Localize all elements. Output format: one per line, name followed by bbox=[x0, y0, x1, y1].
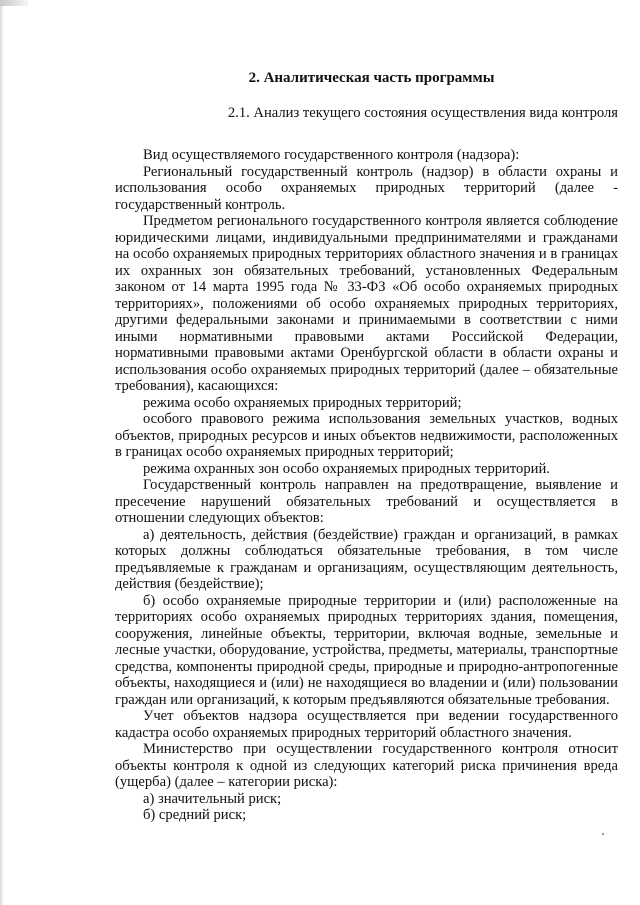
scan-corner-mark bbox=[0, 0, 28, 6]
list-item-risk-medium: б) средний риск; bbox=[143, 807, 247, 823]
body-text bbox=[115, 147, 618, 824]
scan-edge-shadow bbox=[0, 0, 4, 905]
paragraph-accounting: Учет объектов надзора осуществляется при ведении государственного кадастра особо охраняемых природных территорий областного значения. bbox=[115, 708, 618, 741]
subsection-title: 2.1. Анализ текущего состояния осуществления вида контроля bbox=[227, 104, 618, 121]
scan-speck bbox=[602, 833, 604, 835]
section-title: 2. Аналитическая часть программы bbox=[248, 70, 495, 86]
list-item-risk-significant: а) значительный риск; bbox=[143, 790, 282, 807]
paragraph-control-name: Региональный государственный контроль (надзор) в области охраны и использования особо охраняемых природных территорий (далее - государственный контроль. bbox=[115, 163, 618, 213]
paragraph-risk-categories: Министерство при осуществлении государственного контроля относит объекты контроля к одной из следующих категорий риска причинения вреда (ущерба) (далее – категории риска): bbox=[115, 741, 618, 790]
paragraph-control-subject: Предметом регионального государственного контроля является соблюдение юридическими лицами, индивидуальными предпринимателями и гражданами на особо охраняемых природных территориях областного значения и в границах их охранных зон обязательных требований, установленных Федеральным законом от 14 марта 1995 года № 33-ФЗ «Об особо охраняемых природных территориях», положениями об особо охраняемых природных территориях, другими федеральными законами и принимаемыми в соответствии с ними иными нормативными правовыми актами Российской Федерации, нормативными правовыми актами Оренбургской области в области охраны и использования особо охраняемых природных территорий (далее – обязательные требования), касающихся: bbox=[115, 213, 618, 394]
paragraph-control-type: Вид осуществляемого государственного контроля (надзора): bbox=[143, 147, 520, 163]
list-item-legal-regime: особого правового режима использования земельных участков, водных объектов, природных ресурсов и иных объектов недвижимости, расположенных в границах особо охраняемых природных территорий; bbox=[115, 411, 618, 460]
document-content bbox=[115, 70, 618, 824]
paragraph-control-purpose: Государственный контроль направлен на предотвращение, выявление и пресечение нарушений обязательных требований и осуществляется в отношении следующих объектов: bbox=[115, 477, 618, 526]
list-item-regime: режима особо охраняемых природных территорий; bbox=[143, 394, 462, 411]
list-item-objects-a: а) деятельность, действия (бездействие) граждан и организаций, в рамках которых должны соблюдаться обязательные требования, в том числе предъявляемые к гражданам и организациям, осуществляющим деятельность, действия (бездействие); bbox=[115, 526, 618, 592]
list-item-protection-zones: режима охранных зон особо охраняемых природных территорий. bbox=[143, 460, 550, 477]
list-item-objects-b: б) особо охраняемые природные территории и (или) расположенные на территориях особо охраняемых природных территориях здания, помещения, сооружения, линейные объекты, территории, включая водные, земельные и лесные участки, оборудование, устройства, предметы, материалы, транспортные средства, компоненты природной среды, природные и природно-антропогенные объекты, находящиеся и (или) не находящиеся во владении и (или) пользовании граждан или организаций, к которым предъявляются обязательные требования. bbox=[115, 592, 618, 708]
